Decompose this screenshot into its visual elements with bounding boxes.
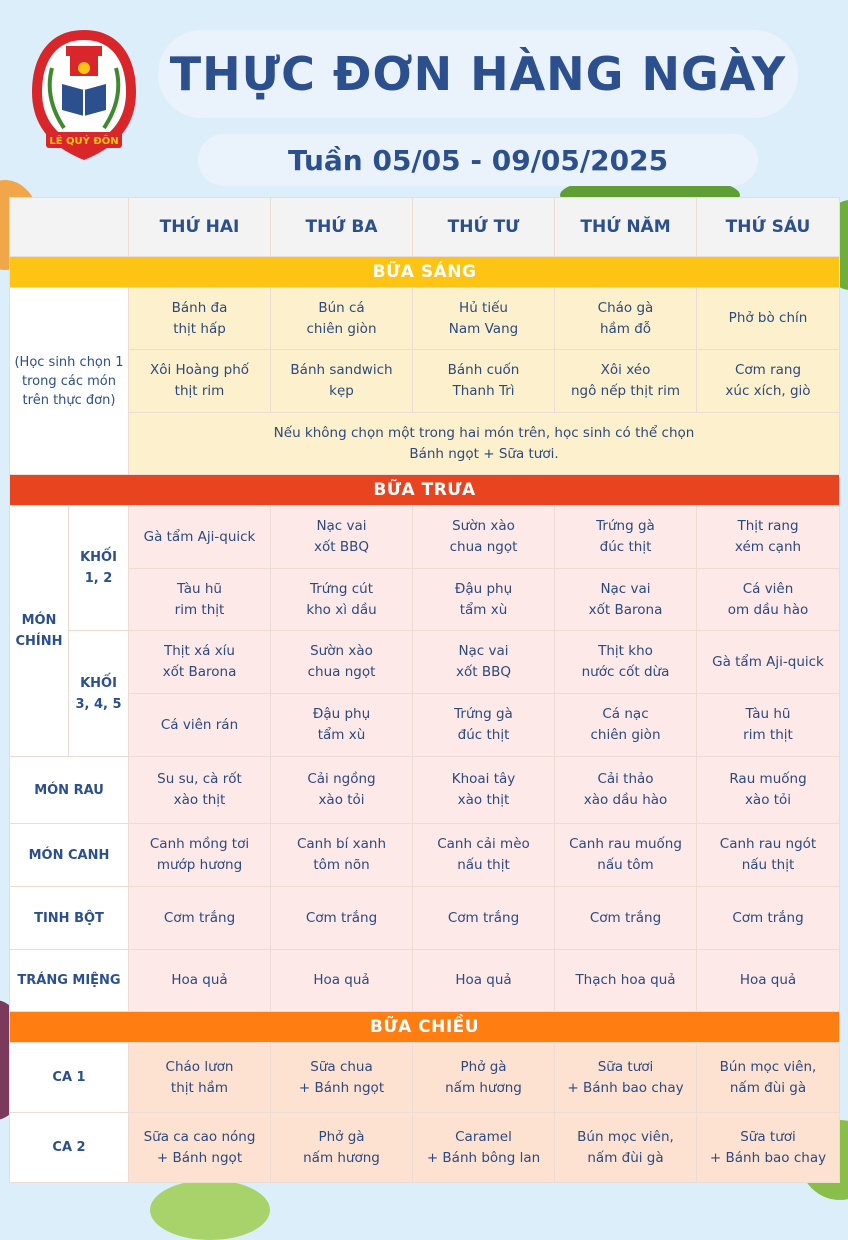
menu-cell: Gà tẩm Aji-quick <box>129 506 271 569</box>
breakfast-note: Nếu không chọn một trong hai món trên, học sinh có thể chọn Bánh ngọt + Sữa tươi. <box>129 413 840 475</box>
title-banner <box>158 30 798 118</box>
menu-cell: Tàu hũ rim thịt <box>697 694 840 757</box>
menu-cell: Sữa tươi + Bánh bao chay <box>555 1043 697 1113</box>
row-label: TINH BỘT <box>10 887 129 950</box>
afternoon-banner: BỮA CHIỀU <box>10 1012 840 1043</box>
menu-cell: Cá viên rán <box>129 694 271 757</box>
menu-cell: Hủ tiếu Nam Vang <box>413 288 555 350</box>
day-header: THỨ SÁU <box>697 198 840 257</box>
menu-cell: Canh bí xanh tôm nõn <box>271 824 413 887</box>
menu-cell: Cơm trắng <box>555 887 697 950</box>
menu-cell: Đậu phụ tẩm xù <box>271 694 413 757</box>
menu-cell: Thịt rang xém cạnh <box>697 506 840 569</box>
menu-cell: Đậu phụ tẩm xù <box>413 569 555 631</box>
row-label: CA 2 <box>10 1113 129 1183</box>
menu-cell: Trứng gà đúc thịt <box>413 694 555 757</box>
table-row <box>10 350 840 413</box>
table-row <box>10 950 840 1012</box>
menu-cell: Sữa ca cao nóng + Bánh ngọt <box>129 1113 271 1183</box>
day-header: THỨ BA <box>271 198 413 257</box>
menu-cell: Hoa quả <box>271 950 413 1012</box>
menu-cell: Canh rau ngót nấu thịt <box>697 824 840 887</box>
menu-cell: Cải ngồng xào tỏi <box>271 757 413 824</box>
menu-cell: Sườn xào chua ngọt <box>413 506 555 569</box>
day-header-row <box>10 198 840 257</box>
menu-cell: Su su, cà rốt xào thịt <box>129 757 271 824</box>
menu-cell: Cháo lươn thịt hầm <box>129 1043 271 1113</box>
menu-cell: Rau muống xào tỏi <box>697 757 840 824</box>
menu-cell: Cơm rang xúc xích, giò <box>697 350 840 413</box>
menu-cell: Bánh cuốn Thanh Trì <box>413 350 555 413</box>
menu-cell: Canh rau muống nấu tôm <box>555 824 697 887</box>
menu-cell: Cơm trắng <box>413 887 555 950</box>
svg-text:LÊ QUÝ ĐÔN: LÊ QUÝ ĐÔN <box>49 136 119 147</box>
menu-cell: Caramel + Bánh bông lan <box>413 1113 555 1183</box>
menu-table <box>9 197 840 1183</box>
menu-cell: Nạc vai xốt Barona <box>555 569 697 631</box>
menu-cell: Thạch hoa quả <box>555 950 697 1012</box>
menu-cell: Nạc vai xốt BBQ <box>271 506 413 569</box>
day-header: THỨ HAI <box>129 198 271 257</box>
header-corner <box>10 198 129 257</box>
menu-cell: Sườn xào chua ngọt <box>271 631 413 694</box>
table-row <box>10 413 840 475</box>
week-banner <box>198 134 758 186</box>
table-row <box>10 694 840 757</box>
menu-cell: Phở bò chín <box>697 288 840 350</box>
page-title: THỰC ĐƠN HÀNG NGÀY <box>169 47 787 101</box>
table-row <box>10 288 840 350</box>
menu-cell: Phở gà nấm hương <box>413 1043 555 1113</box>
menu-cell: Xôi Hoàng phố thịt rim <box>129 350 271 413</box>
main-dish-label: MÓN CHÍNH <box>10 506 69 757</box>
table-row <box>10 824 840 887</box>
group-label: KHỐI 1, 2 <box>69 506 129 631</box>
school-logo <box>30 28 138 164</box>
table-row <box>10 1113 840 1183</box>
menu-cell: Cơm trắng <box>697 887 840 950</box>
row-label: CA 1 <box>10 1043 129 1113</box>
menu-cell: Canh cải mèo nấu thịt <box>413 824 555 887</box>
breakfast-label: (Học sinh chọn 1 trong các món trên thực đơn) <box>10 288 129 475</box>
row-label: MÓN RAU <box>10 757 129 824</box>
menu-cell: Cơm trắng <box>129 887 271 950</box>
menu-cell: Sữa tươi + Bánh bao chay <box>697 1113 840 1183</box>
table-row <box>10 631 840 694</box>
table-row <box>10 887 840 950</box>
menu-cell: Khoai tây xào thịt <box>413 757 555 824</box>
menu-cell: Thịt xá xíu xốt Barona <box>129 631 271 694</box>
menu-cell: Trứng cút kho xì dầu <box>271 569 413 631</box>
menu-cell: Cơm trắng <box>271 887 413 950</box>
menu-cell: Bánh đa thịt hấp <box>129 288 271 350</box>
menu-cell: Hoa quả <box>129 950 271 1012</box>
table-row <box>10 757 840 824</box>
row-label: MÓN CANH <box>10 824 129 887</box>
menu-cell: Cháo gà hầm đỗ <box>555 288 697 350</box>
menu-cell: Xôi xéo ngô nếp thịt rim <box>555 350 697 413</box>
table-row <box>10 1043 840 1113</box>
menu-cell: Bún mọc viên, nấm đùi gà <box>555 1113 697 1183</box>
menu-cell: Thịt kho nước cốt dừa <box>555 631 697 694</box>
row-label: TRÁNG MIỆNG <box>10 950 129 1012</box>
menu-cell: Bún cá chiên giòn <box>271 288 413 350</box>
menu-cell: Cải thảo xào dầu hào <box>555 757 697 824</box>
table-row <box>10 569 840 631</box>
day-header: THỨ NĂM <box>555 198 697 257</box>
menu-cell: Tàu hũ rim thịt <box>129 569 271 631</box>
menu-cell: Hoa quả <box>697 950 840 1012</box>
group-label: KHỐI 3, 4, 5 <box>69 631 129 757</box>
breakfast-banner: BỮA SÁNG <box>10 257 840 288</box>
day-header: THỨ TƯ <box>413 198 555 257</box>
table-row <box>10 506 840 569</box>
menu-cell: Phở gà nấm hương <box>271 1113 413 1183</box>
lunch-banner: BỮA TRƯA <box>10 475 840 506</box>
menu-cell: Sữa chua + Bánh ngọt <box>271 1043 413 1113</box>
menu-cell: Nạc vai xốt BBQ <box>413 631 555 694</box>
menu-cell: Trứng gà đúc thịt <box>555 506 697 569</box>
menu-cell: Canh mồng tơi mướp hương <box>129 824 271 887</box>
menu-cell: Hoa quả <box>413 950 555 1012</box>
menu-cell: Gà tẩm Aji-quick <box>697 631 840 694</box>
menu-cell: Cá viên om dầu hào <box>697 569 840 631</box>
decor-vegetable <box>150 1180 270 1240</box>
menu-cell: Bánh sandwich kẹp <box>271 350 413 413</box>
menu-cell: Bún mọc viên, nấm đùi gà <box>697 1043 840 1113</box>
menu-cell: Cá nạc chiên giòn <box>555 694 697 757</box>
week-range: Tuần 05/05 - 09/05/2025 <box>287 143 669 177</box>
